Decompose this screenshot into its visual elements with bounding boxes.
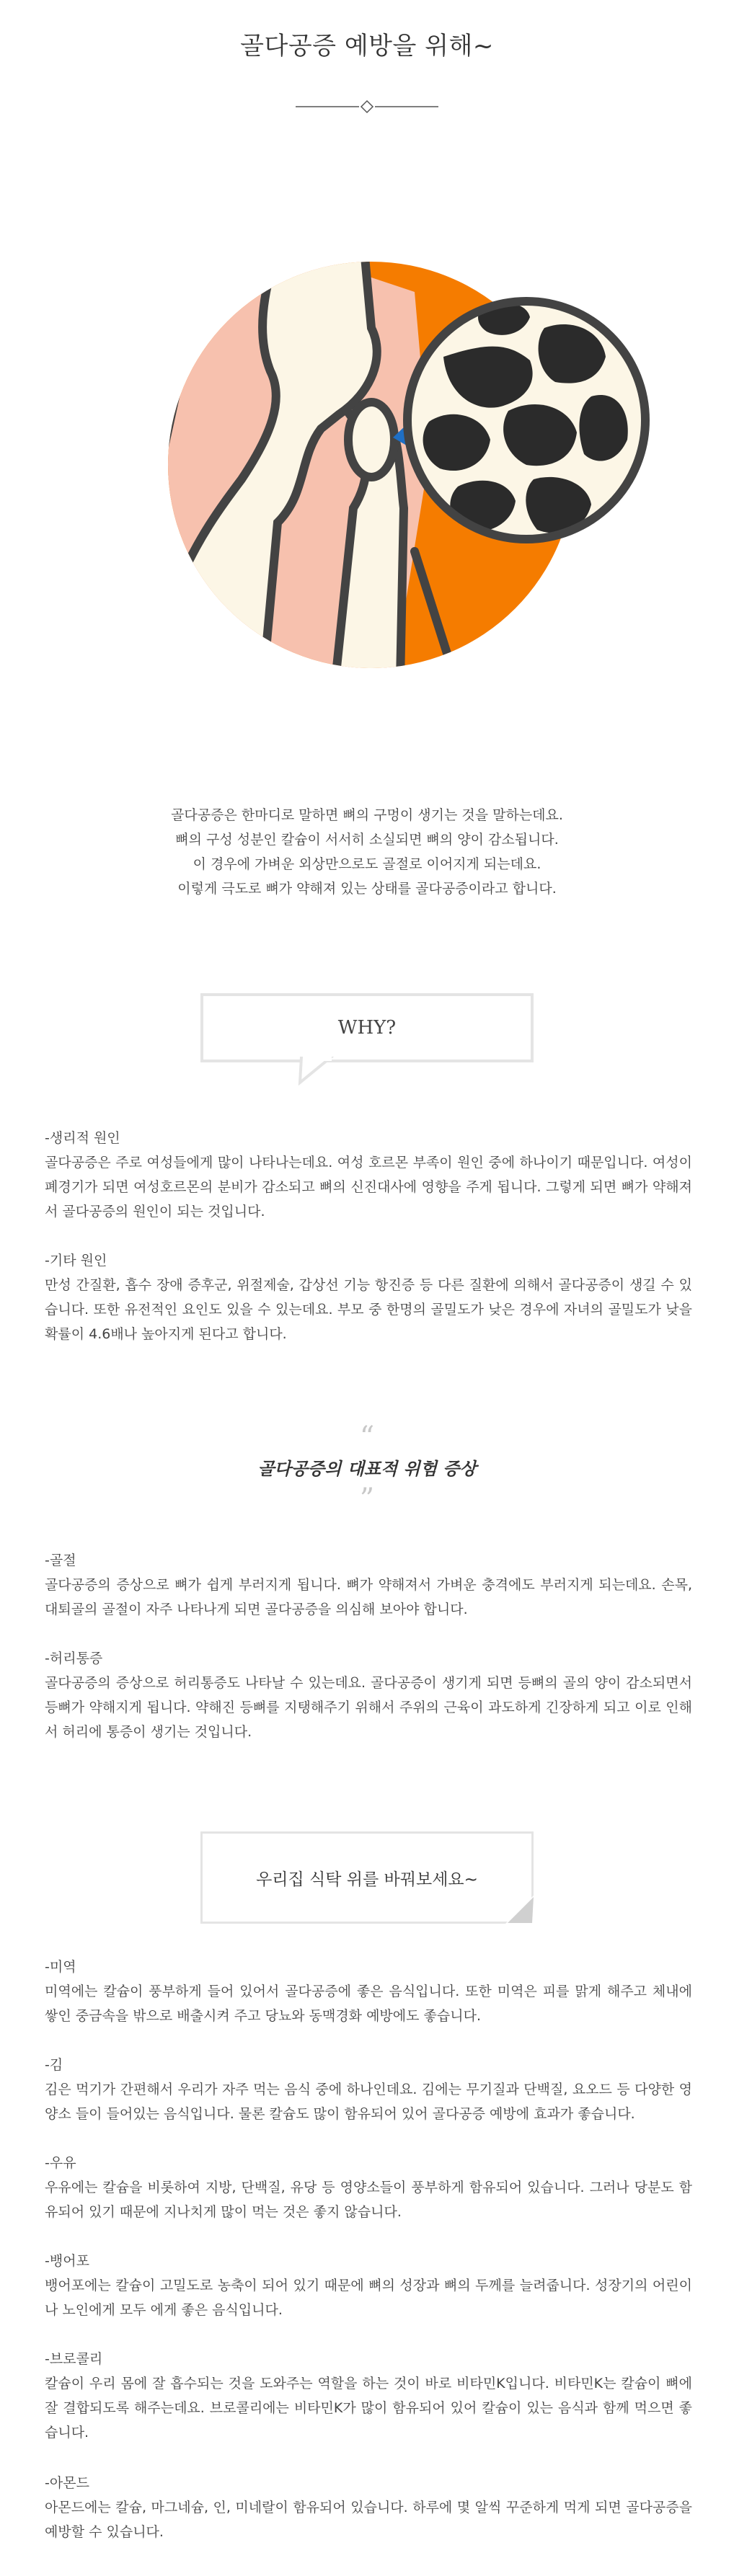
- section-body: 골다공증의 증상으로 뼈가 쉽게 부러지게 됩니다. 뼈가 약해져서 가벼운 충격에도 부러지게 되는데요. 손목, 대퇴골의 골절이 자주 나타나게 되면 골다공증을 의심해 보아야 합니다.: [45, 1577, 692, 1617]
- section-heading: -우유: [45, 2155, 76, 2171]
- section-heading: -브로콜리: [45, 2351, 103, 2367]
- food-section-dried-fish: [45, 2249, 692, 2322]
- page-title: 골다공증 예방을 위해~: [240, 32, 494, 61]
- section-body: 칼슘이 우리 몸에 잘 흡수되는 것을 도와주는 역할을 하는 것이 바로 비타민K입니다. 비타민K는 칼슘이 뼈에 잘 결합되도록 해주는데요. 브로콜리에는 비타민K가 많이 함유되어 있어 칼슘이 있는 음식과 함께 먹으면 좋습니다.: [45, 2376, 692, 2440]
- symptom-section-fracture: [45, 1548, 692, 1622]
- intro-line: 이렇게 극도로 뼈가 약해져 있는 상태를 골다공증이라고 합니다.: [177, 881, 557, 897]
- food-section-almond: [45, 2471, 692, 2544]
- osteoporosis-knee-illustration: [155, 249, 660, 681]
- symptom-section-back-pain: [45, 1646, 692, 1744]
- food-section-milk: [45, 2151, 692, 2224]
- section-body: 뱅어포에는 칼슘이 고밀도로 농축이 되어 있기 때문에 뼈의 성장과 뼈의 두께를 늘려줍니다. 성장기의 어린이나 노인에게 모두 에게 좋은 음식입니다.: [45, 2278, 692, 2318]
- speech-bubble-tail-icon: [296, 1057, 339, 1085]
- section-heading: -기타 원인: [45, 1253, 107, 1269]
- intro-line: 뼈의 구성 성분인 칼슘이 서서히 소실되면 뼈의 양이 감소됩니다.: [175, 832, 559, 848]
- section-heading: -생리적 원인: [45, 1130, 120, 1146]
- intro-line: 골다공증은 한마디로 말하면 뼈의 구멍이 생기는 것을 말하는데요.: [171, 807, 563, 823]
- food-section-seaweed: [45, 1955, 692, 2028]
- close-quote-mark: ”: [359, 1483, 375, 1516]
- food-callout-box: [200, 1831, 534, 1924]
- food-heading: 우리집 식탁 위를 바꿔보세요~: [256, 1870, 478, 1889]
- open-quote-mark: “: [359, 1421, 375, 1454]
- section-body: 우유에는 칼슘을 비롯하여 지방, 단백질, 유당 등 영양소들이 풍부하게 함유되어 있습니다. 그러나 당분도 함유되어 있기 때문에 지나치게 많이 먹는 것은 좋지 않습니다.: [45, 2180, 692, 2220]
- diamond-divider-icon: [296, 98, 438, 115]
- food-section-broccoli: [45, 2347, 692, 2445]
- section-body: 만성 간질환, 흡수 장애 증후군, 위절제술, 갑상선 기능 항진증 등 다른 질환에 의해서 골다공증이 생길 수 있습니다. 또한 유전적인 요인도 있을 수 있는데요. 부모 중 한명의 골밀도가 낮은 경우에 자녀의 골밀도가 낮을 확률이 4.6배나 높아지게 된다고 합니다.: [45, 1277, 692, 1342]
- section-body: 골다공증은 주로 여성들에게 많이 나타나는데요. 여성 호르몬 부족이 원인 중에 하나이기 때문입니다. 여성이 폐경기가 되면 여성호르몬의 분비가 감소되고 뼈의 신진대사에 영향을 주게 됩니다. 그렇게 되면 뼈가 약해져서 골다공증의 원인이 되는 것입니다.: [45, 1155, 692, 1220]
- section-heading: -아몬드: [45, 2475, 89, 2491]
- cause-section-physiological: [45, 1126, 692, 1224]
- cause-section-other: [45, 1248, 692, 1346]
- folded-corner-icon: [505, 1896, 534, 1924]
- section-body: 아몬드에는 칼슘, 마그네슘, 인, 미네랄이 함유되어 있습니다. 하루에 몇 알씩 꾸준하게 먹게 되면 골다공증을 예방할 수 있습니다.: [45, 2500, 692, 2540]
- why-callout-box: [200, 993, 534, 1062]
- section-body: 골다공증의 증상으로 허리통증도 나타날 수 있는데요. 골다공증이 생기게 되면 등뼈의 골의 양이 감소되면서 등뼈가 약해지게 됩니다. 약해진 등뼈를 지탱해주기 위해서 주위의 근육이 과도하게 긴장하게 되고 이로 인해서 허리에 통증이 생기는 것입니다.: [45, 1675, 692, 1740]
- section-heading: -미역: [45, 1959, 76, 1975]
- food-section-laver: [45, 2053, 692, 2126]
- why-heading: WHY?: [337, 1017, 397, 1039]
- section-heading: -골절: [45, 1553, 76, 1568]
- section-heading: -뱅어포: [45, 2253, 89, 2269]
- intro-text: [0, 803, 734, 901]
- section-body: 미역에는 칼슘이 풍부하게 들어 있어서 골다공증에 좋은 음식입니다. 또한 미역은 피를 맑게 해주고 체내에 쌓인 중금속을 밖으로 배출시켜 주고 당뇨와 동맥경화 예방에도 좋습니다.: [45, 1984, 692, 2024]
- section-heading: -김: [45, 2057, 63, 2073]
- symptoms-heading: 골다공증의 대표적 위험 증상: [257, 1459, 477, 1479]
- section-heading: -허리통증: [45, 1651, 103, 1666]
- intro-line: 이 경우에 가벼운 외상만으로도 골절로 이어지게 되는데요.: [193, 856, 541, 872]
- section-body: 김은 먹기가 간편해서 우리가 자주 먹는 음식 중에 하나인데요. 김에는 무기질과 단백질, 요오드 등 다양한 영양소 들이 들어있는 음식입니다. 물론 칼슘도 많이 함유되어 있어 골다공증 예방에 효과가 좋습니다.: [45, 2082, 692, 2122]
